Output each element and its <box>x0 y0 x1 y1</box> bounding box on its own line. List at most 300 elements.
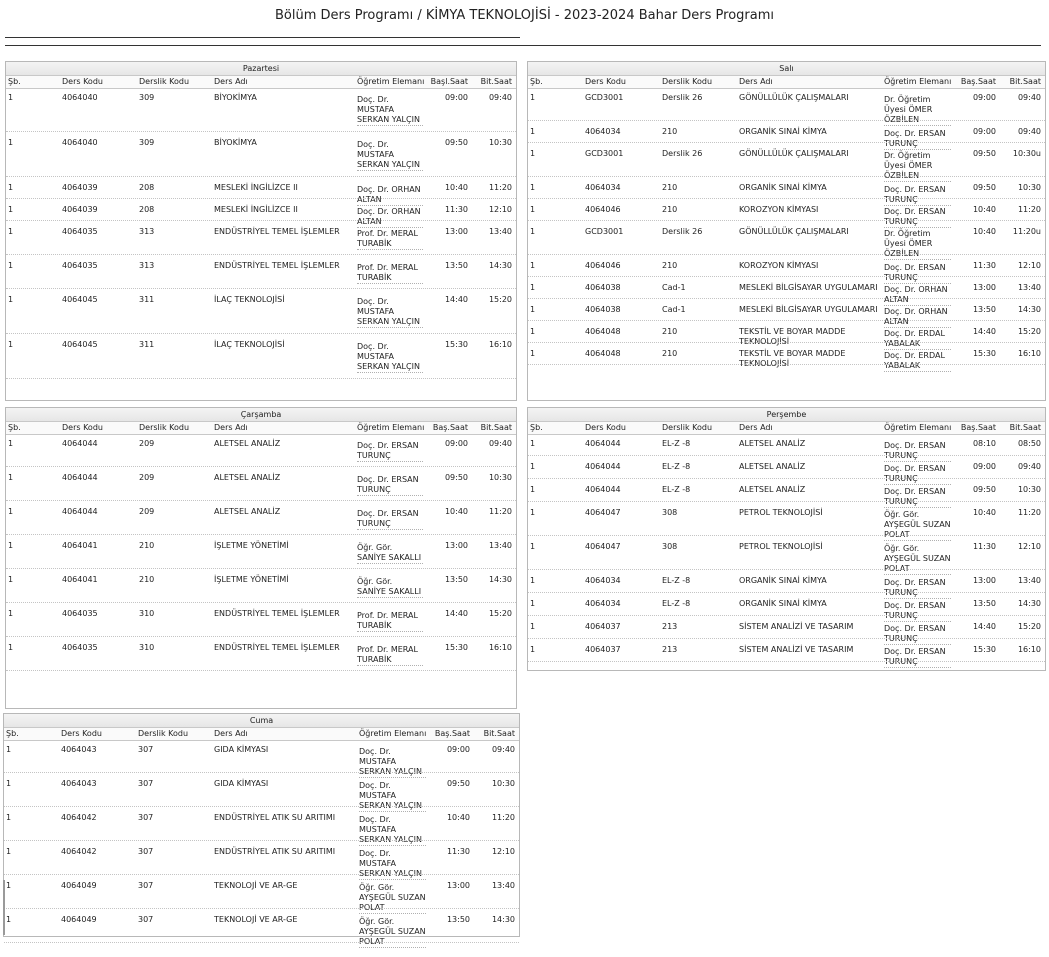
start-time: 11:30 <box>972 261 996 270</box>
col-name-header[interactable]: Ders Adı <box>739 423 773 432</box>
course-name: PETROL TEKNOLOJİSİ <box>739 508 823 517</box>
classroom-code: 210 <box>662 349 678 358</box>
table-row[interactable] <box>528 345 1045 370</box>
instructor-name: Doç. Dr. ERSAN TURUNÇ <box>884 185 951 206</box>
course-code: 4064040 <box>62 93 98 102</box>
end-time: 11:20 <box>1017 205 1041 214</box>
course-name: GIDA KİMYASI <box>214 779 269 788</box>
col-start-header[interactable]: Baş.Saat <box>434 729 470 738</box>
course-name: ORGANİK SINAİ KİMYA <box>739 576 827 585</box>
course-name: ALETSEL ANALİZ <box>214 473 281 482</box>
end-time: 13:40 <box>1017 283 1041 292</box>
col-start-header[interactable]: Baş.Saat <box>960 77 996 86</box>
classroom-code: 210 <box>662 127 678 136</box>
instructor-name: Doç. Dr. MUSTAFA SERKAN YALÇIN <box>359 747 426 778</box>
table-row[interactable] <box>528 145 1045 179</box>
course-name: ALETSEL ANALİZ <box>739 462 806 471</box>
day-header: Çarşamba <box>6 408 516 422</box>
classroom-code: 210 <box>662 327 678 336</box>
start-time: 13:00 <box>444 541 468 550</box>
start-time: 11:30 <box>444 205 468 214</box>
end-time: 11:20u <box>1012 227 1041 236</box>
end-time: 10:30 <box>1017 485 1041 494</box>
course-code: 4064043 <box>61 745 97 754</box>
classroom-code: 310 <box>139 609 155 618</box>
instructor-name: Doç. Dr. ERSAN TURUNÇ <box>357 509 423 530</box>
table-row[interactable] <box>528 223 1045 257</box>
col-room-header[interactable]: Derslik Kodu <box>139 423 190 432</box>
start-time: 10:40 <box>972 227 996 236</box>
start-time: 09:00 <box>446 745 470 754</box>
end-time: 15:20 <box>488 295 512 304</box>
classroom-code: 307 <box>138 881 154 890</box>
instructor-name: Doç. Dr. ORHAN ALTAN <box>357 185 423 206</box>
end-time: 14:30 <box>1017 305 1041 314</box>
start-time: 13:00 <box>444 227 468 236</box>
course-name: MESLEKİ BİLGİSAYAR UYGULAMARI <box>739 283 878 292</box>
col-teacher-header[interactable]: Öğretim Elemanı <box>357 423 425 432</box>
instructor-name: Doç. Dr. ERSAN TURUNÇ <box>884 441 951 462</box>
end-time: 15:20 <box>488 609 512 618</box>
start-time: 09:00 <box>972 93 996 102</box>
start-time: 09:50 <box>446 779 470 788</box>
course-section: 1 <box>530 93 536 102</box>
col-sb-header[interactable]: Şb. <box>6 729 19 738</box>
table-row[interactable] <box>6 201 516 226</box>
col-code-header[interactable]: Ders Kodu <box>585 77 626 86</box>
classroom-code: 309 <box>139 138 155 147</box>
instructor-name: Öğr. Gör. AYŞEGÜL SUZAN POLAT <box>884 510 951 539</box>
instructor-name: Doç. Dr. MUSTAFA SERKAN YALÇIN <box>357 342 423 373</box>
classroom-code: 208 <box>139 205 155 214</box>
classroom-code: EL-Z -8 <box>662 485 691 494</box>
end-time: 14:30 <box>488 261 512 270</box>
course-section: 1 <box>530 622 536 631</box>
course-code: 4064035 <box>62 643 98 652</box>
col-start-header[interactable]: Başl.Saat <box>430 77 468 86</box>
table-row[interactable] <box>528 323 1045 348</box>
course-code: 4064045 <box>62 340 98 349</box>
table-row[interactable] <box>528 89 1045 123</box>
col-room-header[interactable]: Derslik Kodu <box>139 77 190 86</box>
course-name: KOROZYON KİMYASI <box>739 205 819 214</box>
course-section: 1 <box>6 881 12 890</box>
course-name: TEKSTİL VE BOYAR MADDE TEKNOLOJİSİ <box>739 349 846 368</box>
day-panel-cuma <box>3 713 520 946</box>
course-code: 4064038 <box>585 305 621 314</box>
col-sb-header[interactable]: Şb. <box>530 77 543 86</box>
course-section: 1 <box>6 915 12 924</box>
column-headers <box>6 422 516 435</box>
start-time: 09:00 <box>972 127 996 136</box>
course-name: GÖNÜLLÜLÜK ÇALIŞMALARI <box>739 93 849 102</box>
col-end-header[interactable]: Bit.Saat <box>480 77 512 86</box>
table-row[interactable] <box>4 843 519 877</box>
col-name-header[interactable]: Ders Adı <box>739 77 773 86</box>
col-end-header[interactable]: Bit.Saat <box>1009 77 1041 86</box>
course-code: 4064040 <box>62 138 98 147</box>
course-section: 1 <box>530 576 536 585</box>
col-teacher-header[interactable]: Öğretim Elemanı <box>357 77 425 86</box>
table-row[interactable] <box>6 537 516 571</box>
start-time: 09:50 <box>444 473 468 482</box>
start-time: 11:30 <box>446 847 470 856</box>
start-time: 10:40 <box>444 183 468 192</box>
start-time: 13:50 <box>972 599 996 608</box>
course-name: TEKSTİL VE BOYAR MADDE TEKNOLOJİSİ <box>739 327 846 346</box>
start-time: 13:00 <box>972 576 996 585</box>
end-time: 13:40 <box>488 541 512 550</box>
instructor-name: Doç. Dr. ORHAN ALTAN <box>357 207 423 228</box>
classroom-code: EL-Z -8 <box>662 576 691 585</box>
end-time: 09:40 <box>1017 93 1041 102</box>
course-code: 4064035 <box>62 227 98 236</box>
table-row[interactable] <box>6 571 516 605</box>
start-time: 09:00 <box>972 462 996 471</box>
end-time: 11:20 <box>1017 508 1041 517</box>
day-panel-sali <box>527 61 1046 401</box>
instructor-name: Prof. Dr. MERAL TURABİK <box>357 229 423 250</box>
table-row[interactable] <box>528 481 1045 504</box>
end-time: 13:40 <box>491 881 515 890</box>
column-headers <box>6 76 516 89</box>
instructor-name: Öğr. Gör. AYŞEGÜL SUZAN POLAT <box>359 883 426 912</box>
course-name: BİYOKİMYA <box>214 138 257 147</box>
day-header: Cuma <box>4 714 519 728</box>
table-row[interactable] <box>6 257 516 291</box>
table-row[interactable] <box>4 775 519 809</box>
table-row[interactable] <box>528 595 1045 618</box>
course-section: 1 <box>530 127 536 136</box>
col-end-header[interactable]: Bit.Saat <box>480 423 512 432</box>
classroom-code: 310 <box>139 643 155 652</box>
course-section: 1 <box>8 93 14 102</box>
classroom-code: 313 <box>139 261 155 270</box>
start-time: 15:30 <box>972 349 996 358</box>
classroom-code: 209 <box>139 507 155 516</box>
end-time: 09:40 <box>491 745 515 754</box>
course-code: GCD3001 <box>585 93 624 102</box>
col-name-header[interactable]: Ders Adı <box>214 423 248 432</box>
table-row[interactable] <box>6 435 516 469</box>
day-header: Salı <box>528 62 1045 76</box>
course-code: 4064044 <box>585 462 621 471</box>
table-row[interactable] <box>528 179 1045 204</box>
end-time: 16:10 <box>1017 645 1041 654</box>
col-code-header[interactable]: Ders Kodu <box>61 729 102 738</box>
course-code: 4064047 <box>585 508 621 517</box>
start-time: 13:50 <box>972 305 996 314</box>
course-name: MESLEKİ BİLGİSAYAR UYGULAMARI <box>739 305 878 314</box>
instructor-name: Doç. Dr. MUSTAFA SERKAN YALÇIN <box>357 95 423 126</box>
course-name: İŞLETME YÖNETİMİ <box>214 575 289 584</box>
course-name: ALETSEL ANALİZ <box>214 439 281 448</box>
course-section: 1 <box>530 327 536 336</box>
table-row[interactable] <box>528 257 1045 282</box>
course-code: 4064044 <box>585 439 621 448</box>
start-time: 14:40 <box>444 295 468 304</box>
course-section: 1 <box>8 541 14 550</box>
col-teacher-header[interactable]: Öğretim Elemanı <box>884 423 952 432</box>
start-time: 09:50 <box>972 485 996 494</box>
course-code: 4064048 <box>585 327 621 336</box>
course-section: 1 <box>530 485 536 494</box>
start-time: 13:00 <box>972 283 996 292</box>
instructor-name: Doç. Dr. ERSAN TURUNÇ <box>884 578 951 599</box>
course-name: TEKNOLOJİ VE AR-GE <box>214 881 298 890</box>
course-name: SİSTEM ANALİZİ VE TASARIM <box>739 645 854 654</box>
instructor-name: Doç. Dr. ERSAN TURUNÇ <box>884 129 951 150</box>
scroll-indicator[interactable] <box>3 880 5 935</box>
classroom-code: 210 <box>662 261 678 270</box>
instructor-name: Doç. Dr. MUSTAFA SERKAN YALÇIN <box>357 297 423 328</box>
instructor-name: Doç. Dr. MUSTAFA SERKAN YALÇIN <box>359 815 426 846</box>
course-name: MESLEKİ İNGİLİZCE II <box>214 183 298 192</box>
course-code: 4064039 <box>62 205 98 214</box>
end-time: 09:40 <box>1017 462 1041 471</box>
end-time: 15:20 <box>1017 622 1041 631</box>
col-sb-header[interactable]: Şb. <box>530 423 543 432</box>
table-row[interactable] <box>6 223 516 257</box>
page-title: Bölüm Ders Programı / KİMYA TEKNOLOJİSİ - 2023-2024 Bahar Ders Programı <box>274 8 775 23</box>
course-name: BİYOKİMYA <box>214 93 257 102</box>
course-code: 4064049 <box>61 915 97 924</box>
classroom-code: EL-Z -8 <box>662 462 691 471</box>
instructor-name: Doç. Dr. ERDAL YABALAK <box>884 351 951 372</box>
classroom-code: 307 <box>138 813 154 822</box>
start-time: 10:40 <box>972 205 996 214</box>
instructor-name: Doç. Dr. ERDAL YABALAK <box>884 329 951 350</box>
table-row[interactable] <box>6 89 516 134</box>
classroom-code: 307 <box>138 915 154 924</box>
end-time: 09:40 <box>488 93 512 102</box>
course-name: ENDÜSTRİYEL ATIK SU ARITIMI <box>214 813 336 822</box>
course-section: 1 <box>6 813 12 822</box>
classroom-code: 307 <box>138 745 154 754</box>
table-row[interactable] <box>6 605 516 639</box>
instructor-name: Prof. Dr. MERAL TURABİK <box>357 645 423 666</box>
course-section: 1 <box>530 183 536 192</box>
classroom-code: Cad-1 <box>662 283 686 292</box>
end-time: 10:30 <box>488 138 512 147</box>
instructor-name: Öğr. Gör. AYŞEGÜL SUZAN POLAT <box>884 544 951 573</box>
col-end-header[interactable]: Bit.Saat <box>1009 423 1041 432</box>
course-name: ENDÜSTRİYEL TEMEL İŞLEMLER <box>214 609 340 618</box>
instructor-name: Doç. Dr. ERSAN TURUNÇ <box>884 207 951 228</box>
table-row[interactable] <box>6 179 516 204</box>
course-name: ENDÜSTRİYEL ATIK SU ARITIMI <box>214 847 336 856</box>
course-name: SİSTEM ANALİZİ VE TASARIM <box>739 622 854 631</box>
title-divider-short <box>5 37 520 38</box>
instructor-name: Doç. Dr. ERSAN TURUNÇ <box>884 601 951 622</box>
start-time: 14:40 <box>972 327 996 336</box>
table-row[interactable] <box>528 641 1045 664</box>
instructor-name: Prof. Dr. MERAL TURABİK <box>357 263 423 284</box>
course-section: 1 <box>6 847 12 856</box>
classroom-code: 210 <box>662 183 678 192</box>
start-time: 15:30 <box>972 645 996 654</box>
col-code-header[interactable]: Ders Kodu <box>62 77 103 86</box>
course-code: 4064034 <box>585 183 621 192</box>
start-time: 14:40 <box>444 609 468 618</box>
end-time: 10:30u <box>1012 149 1041 158</box>
course-section: 1 <box>8 295 14 304</box>
table-row[interactable] <box>528 572 1045 595</box>
course-code: 4064045 <box>62 295 98 304</box>
table-row[interactable] <box>4 877 519 911</box>
course-section: 1 <box>6 745 12 754</box>
col-teacher-header[interactable]: Öğretim Elemanı <box>359 729 427 738</box>
course-section: 1 <box>8 609 14 618</box>
course-code: 4064044 <box>62 507 98 516</box>
day-panel-pazartesi <box>5 61 517 401</box>
course-code: 4064046 <box>585 261 621 270</box>
col-sb-header[interactable]: Şb. <box>8 77 21 86</box>
end-time: 09:40 <box>488 439 512 448</box>
end-time: 11:20 <box>488 183 512 192</box>
classroom-code: 307 <box>138 847 154 856</box>
start-time: 10:40 <box>972 508 996 517</box>
course-name: PETROL TEKNOLOJİSİ <box>739 542 823 551</box>
classroom-code: 309 <box>139 93 155 102</box>
course-code: 4064044 <box>62 439 98 448</box>
course-section: 1 <box>530 645 536 654</box>
table-row[interactable] <box>528 279 1045 304</box>
column-headers <box>528 422 1045 435</box>
course-name: İLAÇ TEKNOLOJİSİ <box>214 295 285 304</box>
col-name-header[interactable]: Ders Adı <box>214 77 248 86</box>
course-code: 4064042 <box>61 847 97 856</box>
course-code: 4064046 <box>585 205 621 214</box>
end-time: 16:10 <box>488 340 512 349</box>
col-teacher-header[interactable]: Öğretim Elemanı <box>884 77 952 86</box>
col-start-header[interactable]: Baş.Saat <box>960 423 996 432</box>
table-row[interactable] <box>528 458 1045 481</box>
classroom-code: 210 <box>662 205 678 214</box>
table-row[interactable] <box>6 336 516 381</box>
instructor-name: Doç. Dr. ERSAN TURUNÇ <box>884 464 951 485</box>
course-code: 4064044 <box>585 485 621 494</box>
table-row[interactable] <box>528 435 1045 458</box>
course-section: 1 <box>8 261 14 270</box>
course-section: 1 <box>8 227 14 236</box>
classroom-code: 311 <box>139 340 155 349</box>
day-panel-persembe <box>527 407 1046 671</box>
instructor-name: Dr. Öğretim Üyesi ÖMER ÖZBİLEN <box>884 229 951 260</box>
col-code-header[interactable]: Ders Kodu <box>585 423 626 432</box>
table-row[interactable] <box>528 504 1045 538</box>
start-time: 10:40 <box>446 813 470 822</box>
col-start-header[interactable]: Baş.Saat <box>432 423 468 432</box>
classroom-code: 210 <box>139 541 155 550</box>
course-section: 1 <box>530 227 536 236</box>
table-row[interactable] <box>528 301 1045 326</box>
classroom-code: Derslik 26 <box>662 149 703 158</box>
end-time: 10:30 <box>1017 183 1041 192</box>
table-row[interactable] <box>4 741 519 775</box>
table-row[interactable] <box>6 291 516 336</box>
classroom-code: 209 <box>139 473 155 482</box>
course-code: 4064034 <box>585 599 621 608</box>
course-code: 4064039 <box>62 183 98 192</box>
end-time: 11:20 <box>491 813 515 822</box>
table-row[interactable] <box>528 123 1045 148</box>
end-time: 12:10 <box>491 847 515 856</box>
start-time: 11:30 <box>972 542 996 551</box>
course-code: 4064042 <box>61 813 97 822</box>
col-sb-header[interactable]: Şb. <box>8 423 21 432</box>
start-time: 13:50 <box>444 261 468 270</box>
end-time: 13:40 <box>488 227 512 236</box>
course-code: 4064047 <box>585 542 621 551</box>
end-time: 12:10 <box>1017 261 1041 270</box>
classroom-code: 311 <box>139 295 155 304</box>
course-section: 1 <box>530 305 536 314</box>
col-end-header[interactable]: Bit.Saat <box>483 729 515 738</box>
end-time: 16:10 <box>488 643 512 652</box>
table-row[interactable] <box>6 639 516 673</box>
course-section: 1 <box>530 439 536 448</box>
classroom-code: 307 <box>138 779 154 788</box>
instructor-name: Doç. Dr. MUSTAFA SERKAN YALÇIN <box>359 781 426 812</box>
course-section: 1 <box>8 575 14 584</box>
course-section: 1 <box>530 542 536 551</box>
end-time: 14:30 <box>488 575 512 584</box>
col-code-header[interactable]: Ders Kodu <box>62 423 103 432</box>
table-row[interactable] <box>528 618 1045 641</box>
table-row[interactable] <box>528 538 1045 572</box>
col-room-header[interactable]: Derslik Kodu <box>662 77 713 86</box>
end-time: 10:30 <box>488 473 512 482</box>
course-name: ENDÜSTRİYEL TEMEL İŞLEMLER <box>214 261 340 270</box>
start-time: 15:30 <box>444 643 468 652</box>
course-section: 1 <box>8 439 14 448</box>
end-time: 13:40 <box>1017 576 1041 585</box>
table-row[interactable] <box>6 469 516 503</box>
col-room-header[interactable]: Derslik Kodu <box>138 729 189 738</box>
title-divider-long <box>5 45 1041 46</box>
end-time: 16:10 <box>1017 349 1041 358</box>
classroom-code: 209 <box>139 439 155 448</box>
course-name: ENDÜSTRİYEL TEMEL İŞLEMLER <box>214 227 340 236</box>
start-time: 08:10 <box>972 439 996 448</box>
course-section: 1 <box>8 340 14 349</box>
classroom-code: EL-Z -8 <box>662 439 691 448</box>
course-name: ALETSEL ANALİZ <box>739 485 806 494</box>
course-section: 1 <box>530 599 536 608</box>
classroom-code: 308 <box>662 508 678 517</box>
table-row[interactable] <box>4 911 519 945</box>
instructor-name: Doç. Dr. ERSAN TURUNÇ <box>357 441 423 462</box>
table-row[interactable] <box>4 809 519 843</box>
table-row[interactable] <box>528 201 1045 226</box>
classroom-code: Cad-1 <box>662 305 686 314</box>
start-time: 13:50 <box>444 575 468 584</box>
end-time: 14:30 <box>491 915 515 924</box>
table-row[interactable] <box>6 503 516 537</box>
course-name: MESLEKİ İNGİLİZCE II <box>214 205 298 214</box>
end-time: 14:30 <box>1017 599 1041 608</box>
course-name: GIDA KİMYASI <box>214 745 269 754</box>
course-name: ORGANİK SINAİ KİMYA <box>739 183 827 192</box>
col-room-header[interactable]: Derslik Kodu <box>662 423 713 432</box>
table-row[interactable] <box>6 134 516 179</box>
col-name-header[interactable]: Ders Adı <box>214 729 248 738</box>
instructor-name: Doç. Dr. MUSTAFA SERKAN YALÇIN <box>357 140 423 171</box>
course-code: 4064038 <box>585 283 621 292</box>
course-code: 4064035 <box>62 609 98 618</box>
instructor-name: Prof. Dr. MERAL TURABİK <box>357 611 423 632</box>
